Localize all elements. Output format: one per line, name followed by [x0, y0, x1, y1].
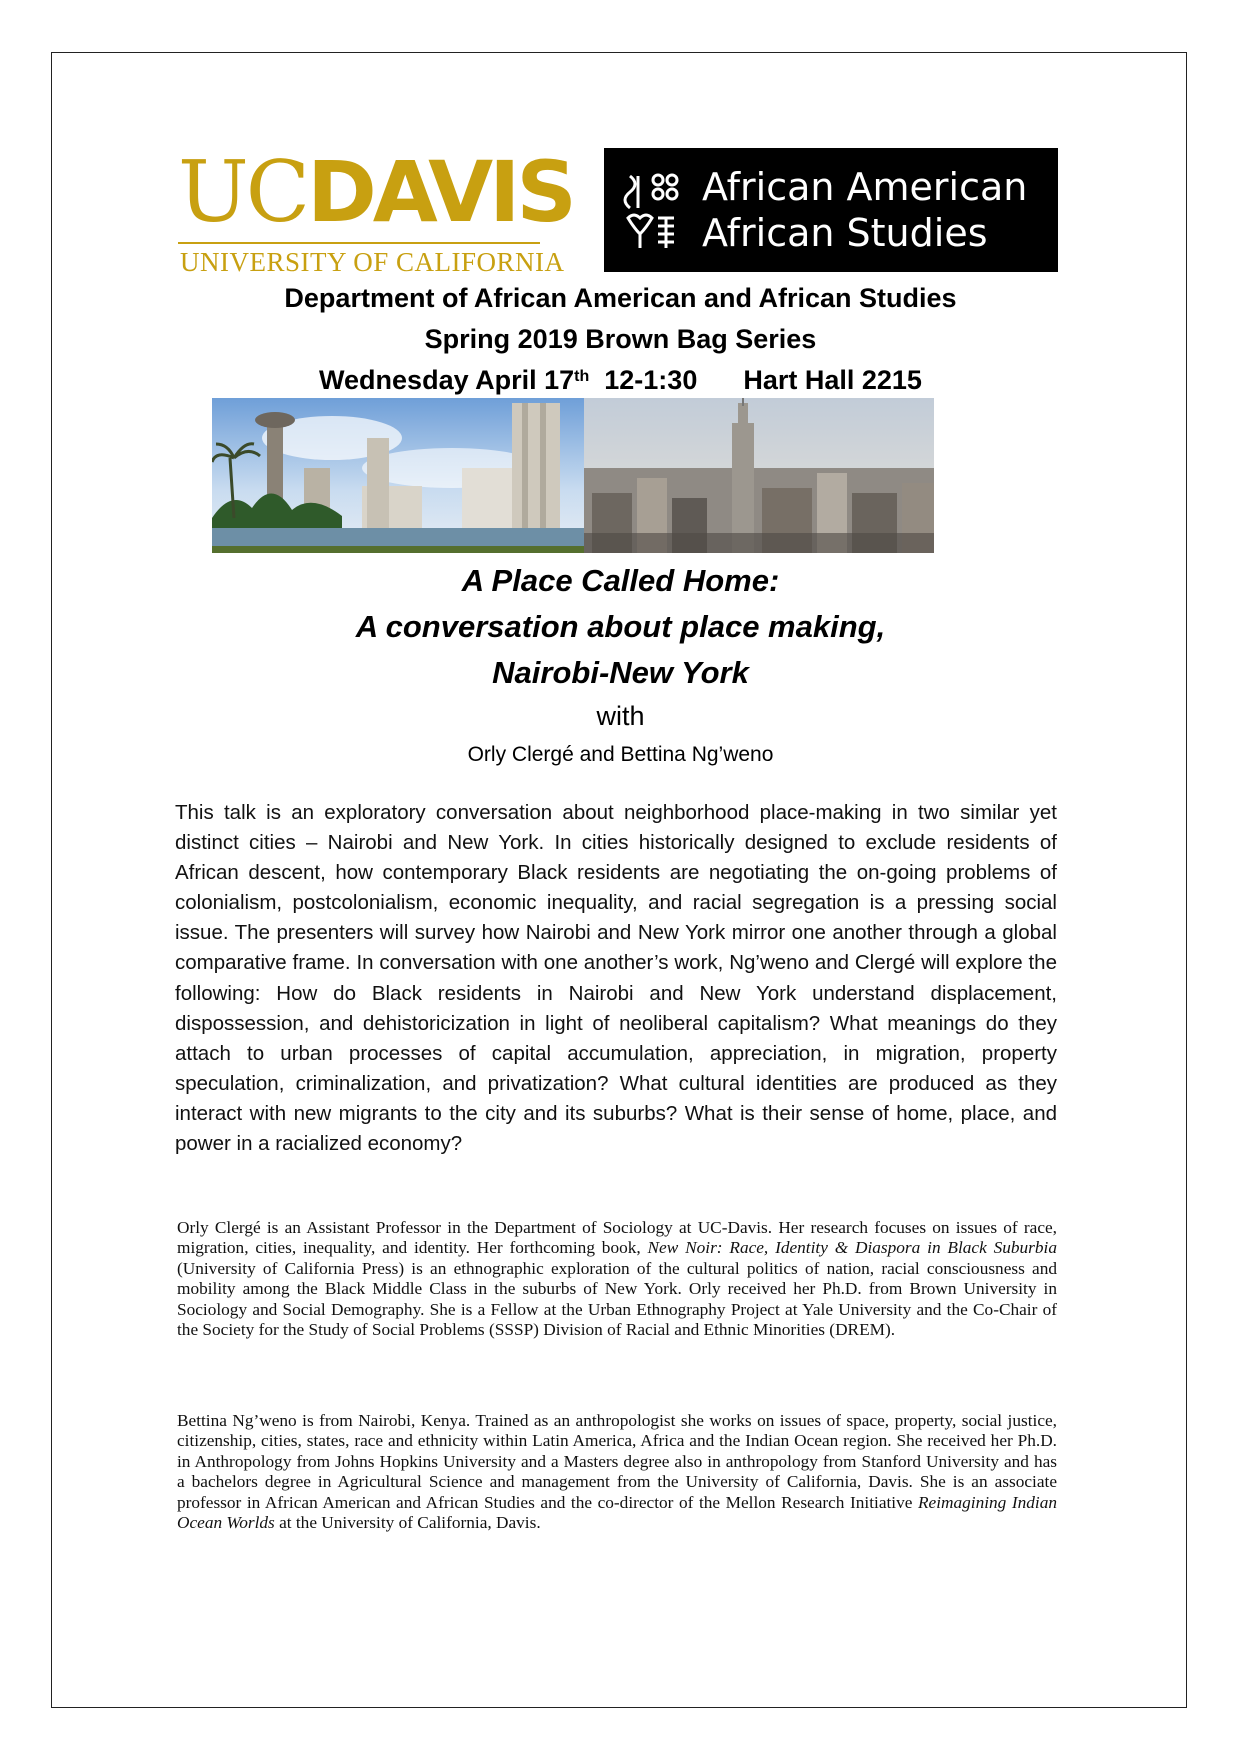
event-date: Wednesday April 17	[319, 365, 575, 395]
adinkra-symbols-icon	[620, 166, 690, 254]
event-header	[0, 278, 1241, 401]
bio2-text-2: at the University of California, Davis.	[274, 1513, 541, 1533]
date-suffix: th	[574, 368, 590, 385]
uc-davis-logo	[178, 143, 573, 277]
logo-subtitle: UNIVERSITY OF CALIFORNIA	[180, 247, 565, 277]
aaas-wordmark	[702, 164, 1027, 256]
bio1-book-title: New Noir: Race, Identity & Diaspora in Black Suburbia	[647, 1238, 1057, 1258]
bio-bettina-ngweno	[177, 1411, 1057, 1533]
talk-title-line-3: Nairobi-New York	[492, 655, 749, 690]
logo-rule	[178, 242, 540, 244]
talk-title-line-2: A conversation about place making,	[355, 609, 886, 644]
aaas-line-1: African American	[702, 165, 1028, 209]
talk-title-block	[0, 558, 1241, 774]
bio2-initiative-title: Reimagining Indian Ocean Worlds	[177, 1492, 1057, 1533]
bio2-text-1: Bettina Ng’weno is from Nairobi, Kenya. Trained as an anthropologist she works on issues of space, property, social justice, citizenship, cities, states, race and ethnicity within Latin America, Africa and the Indian Ocean region. She received her Ph.D. in Anthropology from Johns Hopkins University and a Masters degree also in anthropology from Stanford University and has a bachelors degree in Agricultural Science and management from the University of California, Davis. She is an associate professor in African American and African Studies and the co-director of the Mellon Research Initiative	[177, 1411, 1057, 1512]
bio-orly-clerge	[177, 1218, 1057, 1340]
aaas-logo	[604, 148, 1058, 272]
talk-abstract: This talk is an exploratory conversation about neighborhood place-making in two similar yet distinct cities – Nairobi and New York. In cities historically designed to exclude residents of African descent, how contemporary Black residents are negotiating the on-going problems of colonialism, postcolonialism, economic inequality, and racial segregation is a pressing social issue. The presenters will survey how Nairobi and New York mirror one another through a global comparative frame. In conversation with one another’s work, Ng’weno and Clergé will explore the following: How do Black residents in Nairobi and New York understand displacement, dispossession, and dehistoricization in light of neoliberal capitalism? What meanings do they attach to urban processes of capital accumulation, appreciation, in migration, property speculation, criminalization, and privatization? What cultural identities are produced as they interact with new migrants to the city and its suburbs? What is their sense of home, place, and power in a racialized economy?	[175, 801, 1057, 1156]
bio1-text-1: Orly Clergé is an Assistant Professor in the Department of Sociology at UC-Davis. Her research focuses on issues of race, migration, cities, inequality, and identity. Her forthcoming book,	[177, 1218, 1057, 1258]
series-name: Spring 2019 Brown Bag Series	[424, 324, 817, 354]
event-time: 12-1:30	[604, 365, 698, 395]
logo-uc: UC	[178, 143, 308, 241]
aaas-line-2: African Studies	[702, 211, 988, 255]
event-datetime	[0, 360, 1241, 401]
bio1-text-2: (University of California Press) is an ethnographic exploration of the cultural politics of nation, racial consciousness and mobility among the Black Middle Class in the suburbs of New York. Orly received her Ph.D. from Brown University in Sociology and Social Demography. She is a Fellow at the Urban Ethnography Project at Yale University and the Co-Chair of the Society for the Study of Social Problems (SSSP) Division of Racial and Ethnic Minorities (DREM).	[177, 1258, 1057, 1340]
uc-davis-wordmark	[178, 143, 573, 241]
event-location: Hart Hall 2215	[743, 365, 922, 395]
with-label: with	[596, 701, 645, 731]
city-skylines-photo	[212, 398, 934, 553]
logo-davis: DAVIS	[307, 143, 573, 241]
skyline-illustration	[212, 398, 934, 553]
talk-title-line-1: A Place Called Home:	[461, 563, 780, 598]
department-name: Department of African American and African Studies	[284, 283, 957, 313]
speakers: Orly Clergé and Bettina Ng’weno	[467, 743, 774, 766]
